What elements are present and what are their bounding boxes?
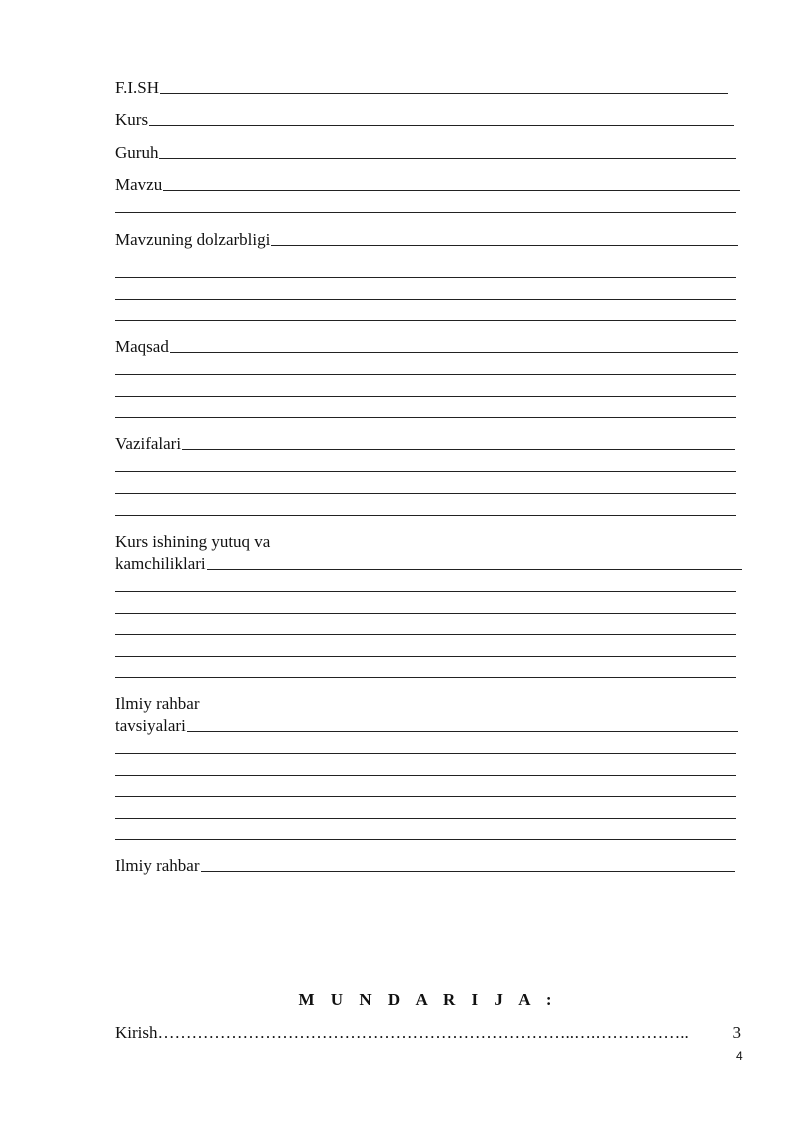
vazifalar-extra-line[interactable]: [115, 493, 736, 494]
tavsiya-extra-line[interactable]: [115, 753, 736, 754]
kurs-label: Kurs: [115, 110, 149, 129]
mavzu-extra-line[interactable]: [115, 212, 736, 213]
maqsad-extra-line[interactable]: [115, 374, 736, 375]
field-maqsad[interactable]: [115, 337, 738, 357]
vazifalar-label: Vazifalari: [115, 434, 182, 453]
yutuq-input-line[interactable]: [207, 569, 742, 570]
yutuq-extra-line[interactable]: [115, 656, 736, 657]
tavsiya-extra-line[interactable]: [115, 818, 736, 819]
vazifalar-extra-line[interactable]: [115, 515, 736, 516]
toc-entry-leader: ………………………………………………………………..….……………..: [157, 1023, 689, 1042]
fish-label: F.I.SH: [115, 78, 159, 97]
yutuq-extra-line[interactable]: [115, 677, 736, 678]
dolzarblik-input-line[interactable]: [271, 245, 738, 246]
field-kurs[interactable]: [115, 110, 734, 130]
tavsiya-label-line1: Ilmiy rahbar: [115, 694, 200, 713]
field-tavsiya[interactable]: [115, 716, 738, 736]
vazifalar-input-line[interactable]: [182, 449, 735, 450]
rahbar-label: Ilmiy rahbar: [115, 856, 200, 875]
page-number: 4: [736, 1049, 743, 1063]
yutuq-extra-line[interactable]: [115, 634, 736, 635]
guruh-label: Guruh: [115, 143, 159, 162]
field-mavzu[interactable]: [115, 175, 740, 195]
field-dolzarblik[interactable]: [115, 230, 738, 250]
mavzu-label: Mavzu: [115, 175, 163, 194]
dolzarblik-extra-line[interactable]: [115, 320, 736, 321]
yutuq-label-line2: kamchiliklari: [115, 554, 206, 573]
maqsad-extra-line[interactable]: [115, 396, 736, 397]
fish-input-line[interactable]: [160, 93, 728, 94]
kurs-input-line[interactable]: [149, 125, 734, 126]
rahbar-input-line[interactable]: [201, 871, 736, 872]
maqsad-extra-line[interactable]: [115, 417, 736, 418]
toc-entry[interactable]: [115, 1023, 741, 1043]
tavsiya-input-line[interactable]: [187, 731, 738, 732]
field-yutuq[interactable]: [115, 554, 742, 574]
field-fish[interactable]: [115, 78, 728, 98]
field-vazifalar[interactable]: [115, 434, 735, 454]
dolzarblik-extra-line[interactable]: [115, 277, 736, 278]
toc-entry-page: 3: [732, 1023, 741, 1042]
tavsiya-extra-line[interactable]: [115, 839, 736, 840]
maqsad-input-line[interactable]: [170, 352, 738, 353]
mavzu-input-line[interactable]: [163, 190, 740, 191]
field-guruh[interactable]: [115, 143, 736, 163]
dolzarblik-extra-line[interactable]: [115, 299, 736, 300]
maqsad-label: Maqsad: [115, 337, 169, 356]
yutuq-extra-line[interactable]: [115, 591, 736, 592]
dolzarblik-label: Mavzuning dolzarbligi: [115, 230, 271, 249]
toc-entry-label: Kirish: [115, 1023, 158, 1042]
yutuq-extra-line[interactable]: [115, 613, 736, 614]
tavsiya-extra-line[interactable]: [115, 775, 736, 776]
yutuq-label-line1: Kurs ishining yutuq va: [115, 532, 271, 551]
guruh-input-line[interactable]: [159, 158, 736, 159]
tavsiya-label-line2: tavsiyalari: [115, 716, 186, 735]
field-rahbar[interactable]: [115, 856, 735, 876]
contents-title: M U N D A R I J A :: [298, 990, 558, 1009]
tavsiya-extra-line[interactable]: [115, 796, 736, 797]
vazifalar-extra-line[interactable]: [115, 471, 736, 472]
